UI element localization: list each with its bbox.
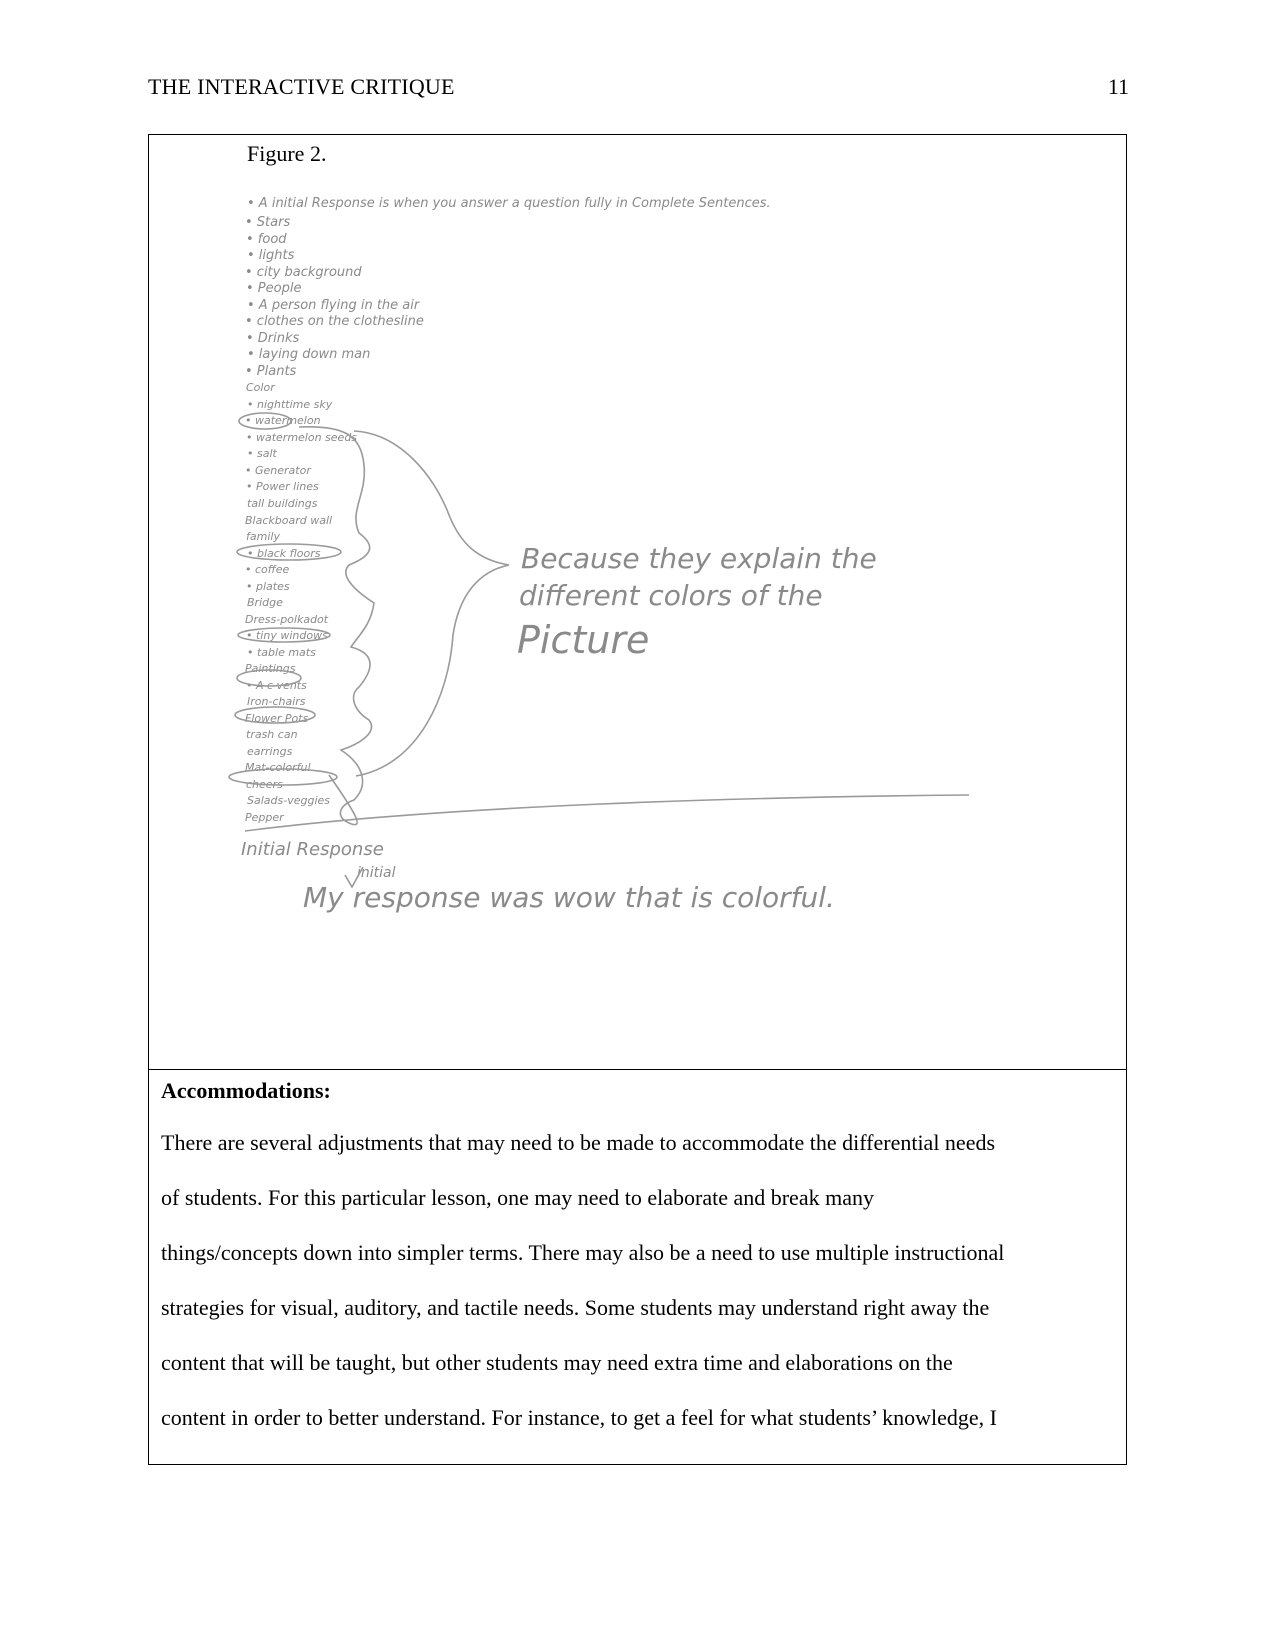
hw-list-item: • plates xyxy=(246,580,290,593)
hw-list-item: • Plants xyxy=(245,364,297,379)
body-line-2: of students. For this particular lesson, one may need to elaborate and break many xyxy=(161,1185,874,1210)
hw-list-item: • Stars xyxy=(245,215,291,230)
figure-label: Figure 2. xyxy=(247,141,327,166)
hw-list-item: Salads-veggies xyxy=(247,794,330,807)
body-line-3: things/concepts down into simpler terms. There may also be a need to use multiple instructional xyxy=(161,1240,1005,1265)
hw-list-item: • nighttime sky xyxy=(247,398,333,411)
hw-brace-note-line2: different colors of the xyxy=(519,579,823,612)
hw-definition: • A initial Response is when you answer a question fully in Complete Sentences. xyxy=(247,196,771,211)
hw-list-item: • A c vents xyxy=(246,679,307,692)
hw-list-item: tall buildings xyxy=(247,497,318,510)
brace-point xyxy=(354,431,509,776)
hw-list-item: family xyxy=(246,530,280,543)
hw-list-item: • Power lines xyxy=(246,480,319,493)
hw-list-item: • table mats xyxy=(247,646,316,659)
hw-list xyxy=(245,215,424,824)
hw-list-item: • food xyxy=(246,232,287,247)
hw-list-item: • Drinks xyxy=(246,331,300,346)
hw-list-item: Color xyxy=(246,381,275,394)
body-line-4: strategies for visual, auditory, and tactile needs. Some students may understand right away the xyxy=(161,1295,990,1320)
hw-list-item: cheers xyxy=(246,778,283,791)
hw-list-item: trash can xyxy=(246,728,298,741)
hw-list-item: • lights xyxy=(247,248,295,263)
hw-list-item: • clothes on the clothesline xyxy=(245,314,424,329)
body-line-6: content in order to better understand. For instance, to get a feel for what students’ knowledge, I xyxy=(161,1405,997,1430)
accommodations-heading: Accommodations: xyxy=(161,1078,331,1103)
hw-list-item: • laying down man xyxy=(247,347,371,362)
hw-list-item: Iron-chairs xyxy=(247,695,306,708)
hw-list-item: • coffee xyxy=(245,563,290,576)
handwritten-notes xyxy=(149,135,1128,1070)
hw-list-item: earrings xyxy=(247,745,293,758)
figure-cell xyxy=(149,135,1126,1070)
hw-list-item: • watermelon seeds xyxy=(246,431,358,444)
accommodations-cell xyxy=(149,1070,1126,1466)
hw-list-item: • black floors xyxy=(247,547,321,560)
running-head: THE INTERACTIVE CRITIQUE xyxy=(148,74,455,99)
hw-brace-note-line1: Because they explain the xyxy=(521,542,877,575)
hw-list-item: Dress-polkadot xyxy=(245,613,329,626)
hw-list-item: Bridge xyxy=(247,596,283,609)
hw-response-insert: initial xyxy=(357,865,396,881)
hw-list-item: Paintings xyxy=(245,662,296,675)
hw-list-item: Flower Pots xyxy=(245,712,309,725)
body-line-1: There are several adjustments that may need to be made to accommodate the differential needs xyxy=(161,1130,996,1155)
hw-list-item: • city background xyxy=(245,265,362,280)
hw-list-item: • Generator xyxy=(245,464,311,477)
hw-list-item: • A person flying in the air xyxy=(247,298,420,313)
hw-list-item: Blackboard wall xyxy=(245,514,333,527)
hw-list-item: Mat-colorful xyxy=(245,761,311,774)
hw-list-item: • tiny windows xyxy=(246,629,328,642)
figure-table xyxy=(148,134,1127,1465)
hw-list-item: Pepper xyxy=(245,811,284,824)
hw-list-item: • People xyxy=(246,281,302,296)
hw-list-item: • salt xyxy=(247,447,277,460)
body-line-5: content that will be taught, but other students may need extra time and elaborations on the xyxy=(161,1350,953,1375)
hw-response-sentence: My response was wow that is colorful. xyxy=(303,881,835,914)
hw-brace-note-line3: Picture xyxy=(517,618,650,662)
hw-initial-response-label: Initial Response xyxy=(241,839,384,860)
page-number: 11 xyxy=(1107,74,1129,99)
hw-list-item: • watermelon xyxy=(245,414,321,427)
